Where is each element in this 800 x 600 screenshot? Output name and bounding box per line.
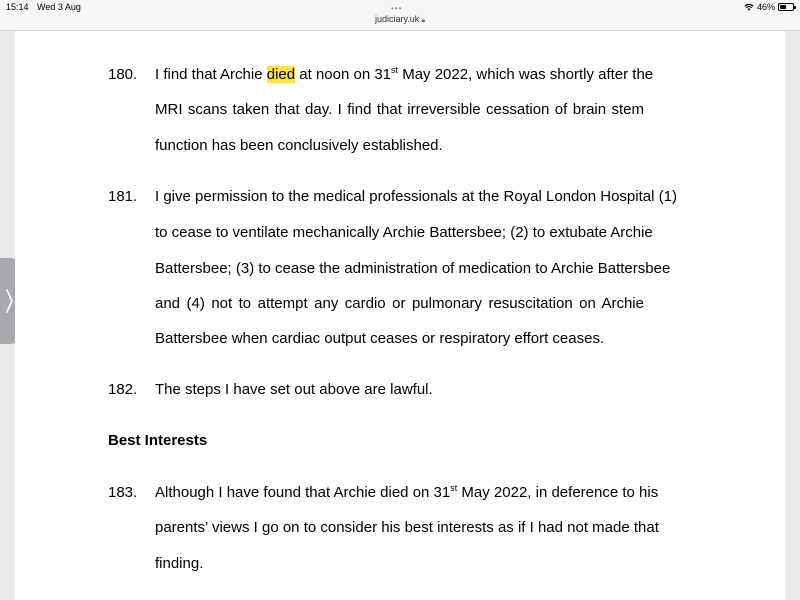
section-heading: Best Interests — [108, 432, 208, 449]
paragraph-number: 183. — [108, 484, 138, 501]
text-run: Although I have found that Archie died on 31 — [155, 484, 451, 501]
chevron-right-icon — [6, 289, 14, 313]
text-run: I find that Archie — [155, 66, 267, 83]
paragraph-line: The steps I have set out above are lawful. — [155, 381, 433, 398]
address-bar[interactable] — [0, 14, 800, 25]
tab-menu-dots[interactable]: ••• — [391, 4, 403, 13]
paragraph-number: 181. — [108, 188, 138, 205]
paragraph-line: Battersbee; (3) to cease the administration of medication to Archie Battersbee — [155, 260, 671, 277]
url-text: judiciary.uk — [374, 14, 420, 24]
status-time: 15:14 — [6, 2, 29, 12]
superscript: st — [450, 483, 458, 493]
lock-icon: 🔒︎ — [421, 17, 426, 24]
paragraph-line: finding. — [155, 555, 204, 572]
paragraph-line — [155, 483, 659, 501]
paragraph-line: Battersbee when cardiac output ceases or respiratory effort ceases. — [155, 330, 605, 347]
text-run: at noon on 31 — [295, 66, 392, 83]
text-run: May 2022, in deference to his — [457, 484, 659, 501]
paragraph-line: to cease to ventilate mechanically Archie Battersbee; (2) to extubate Archie — [155, 224, 653, 241]
paragraph-line: MRI scans taken that day. I find that irreversible cessation of brain stem — [155, 101, 644, 118]
status-indicators — [744, 2, 794, 12]
paragraph-line: and (4) not to attempt any cardio or pulmonary resuscitation on Archie — [155, 295, 644, 312]
paragraph-line — [155, 65, 654, 83]
paragraph-line: parents’ views I go on to consider his best interests as if I had not made that — [155, 519, 659, 536]
wifi-icon — [744, 3, 754, 11]
battery-icon — [778, 3, 794, 11]
status-date: Wed 3 Aug — [37, 2, 81, 12]
paragraph-line: I give permission to the medical professionals at the Royal London Hospital (1) — [155, 188, 677, 205]
paragraph-number: 180. — [108, 66, 138, 83]
highlighted-word[interactable]: died — [266, 66, 296, 83]
text-run: May 2022, which was shortly after the — [398, 66, 654, 83]
status-bar — [0, 0, 800, 31]
status-clock — [6, 2, 87, 12]
paragraph-number: 182. — [108, 381, 138, 398]
battery-percent: 46% — [756, 2, 775, 12]
superscript: st — [391, 65, 399, 75]
paragraph-line: function has been conclusively established. — [155, 137, 443, 154]
battery-level — [780, 5, 786, 9]
